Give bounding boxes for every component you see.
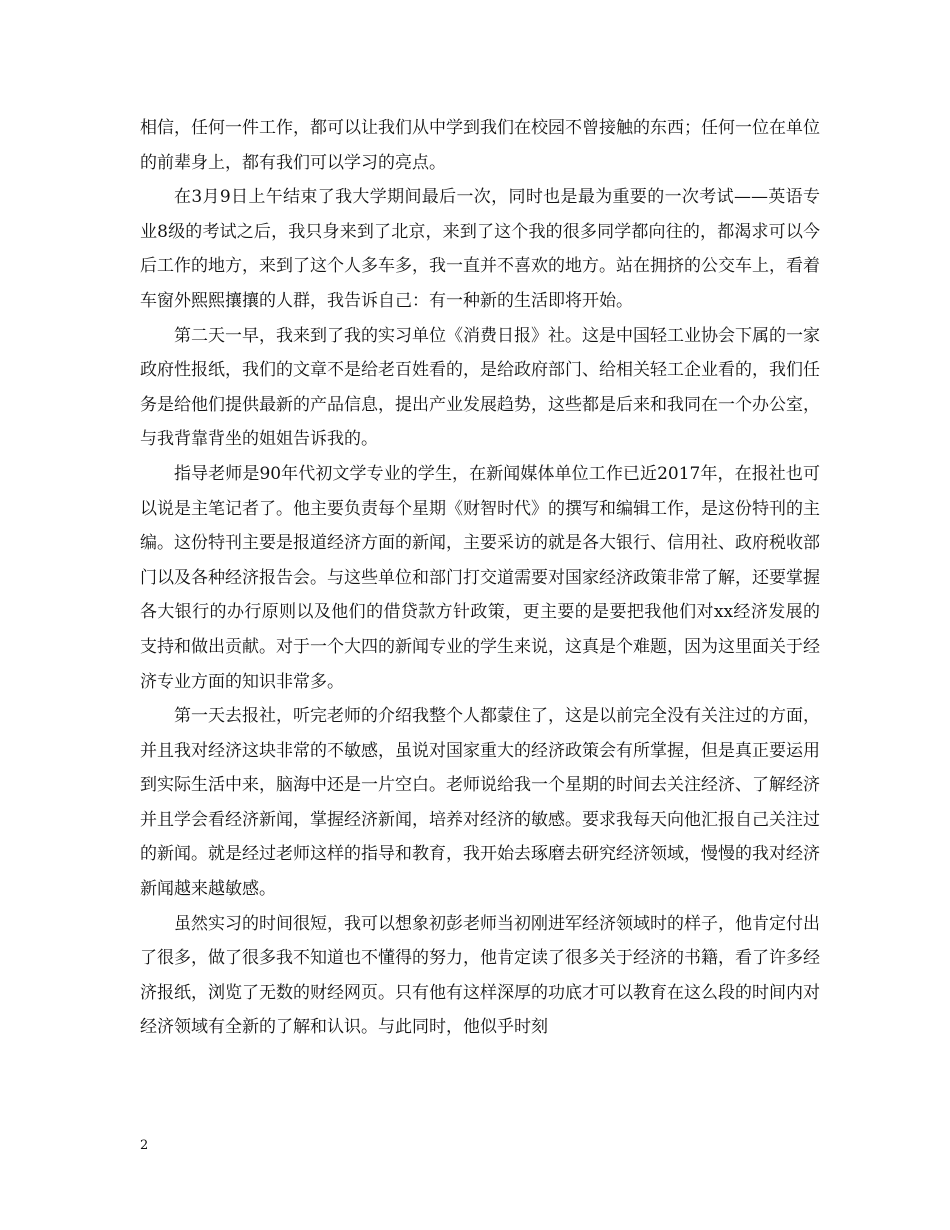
paragraph-2: 在3月9日上午结束了我大学期间最后一次，同时也是最为重要的一次考试——英语专业8级的考试之后，我只身来到了北京，来到了这个我的很多同学都向往的，都渴求可以今后工作的地方，来到了这个人多车多，我一直并不喜欢的地方。站在拥挤的公交车上，看着车窗外熙熙攘攘的人群，我告诉自己：有一种新的生活即将开始。 bbox=[140, 187, 820, 311]
paragraph-4: 指导老师是90年代初文学专业的学生，在新闻媒体单位工作已近2017年，在报社也可以说是主笔记者了。他主要负责每个星期《财智时代》的撰写和编辑工作，是这份特刊的主编。这份特刊主要是报道经济方面的新闻，主要采访的就是各大银行、信用社、政府税收部门以及各种经济报告会。与这些单位和部门打交道需要对国家经济政策非常了解，还要掌握各大银行的办行原则以及他们的借贷款方针政策，更主要的是要把我他们对xx经济发展的支持和做出贡献。对于一个大四的新闻专业的学生来说，这真是个难题，因为这里面关于经济专业方面的知识非常多。 bbox=[140, 463, 820, 692]
paragraph-5: 第一天去报社，听完老师的介绍我整个人都蒙住了，这是以前完全没有关注过的方面，并且我对经济这块非常的不敏感，虽说对国家重大的经济政策会有所掌握，但是真正要运用到实际生活中来，脑海中还是一片空白。老师说给我一个星期的时间去关注经济、了解经济并且学会看经济新闻，掌握经济新闻，培养对经济的敏感。要求我每天向他汇报自己关注过的新闻。就是经过老师这样的指导和教育，我开始去琢磨去研究经济领域，慢慢的我对经济新闻越来越敏感。 bbox=[140, 706, 820, 900]
body-text bbox=[140, 111, 820, 1045]
paragraph-1: 相信，任何一件工作，都可以让我们从中学到我们在校园不曾接触的东西；任何一位在单位的前辈身上，都有我们可以学习的亮点。 bbox=[140, 118, 820, 173]
page-number: 2 bbox=[140, 1138, 149, 1153]
paragraph-3: 第二天一早，我来到了我的实习单位《消费日报》社。这是中国轻工业协会下属的一家政府性报纸，我们的文章不是给老百姓看的，是给政府部门、给相关轻工企业看的，我们任务是给他们提供最新的产品信息，提出产业发展趋势，这些都是后来和我同在一个办公室，与我背靠背坐的姐姐告诉我的。 bbox=[140, 325, 820, 450]
paragraph-6: 虽然实习的时间很短，我可以想象初彭老师当初刚进军经济领域时的样子，他肯定付出了很多，做了很多我不知道也不懂得的努力，他肯定读了很多关于经济的书籍，看了许多经济报纸，浏览了无数的财经网页。只有他有这样深厚的功底才可以教育在这么段的时间内对经济领域有全新的了解和认识。与此同时，他似乎时刻 bbox=[140, 913, 820, 1038]
